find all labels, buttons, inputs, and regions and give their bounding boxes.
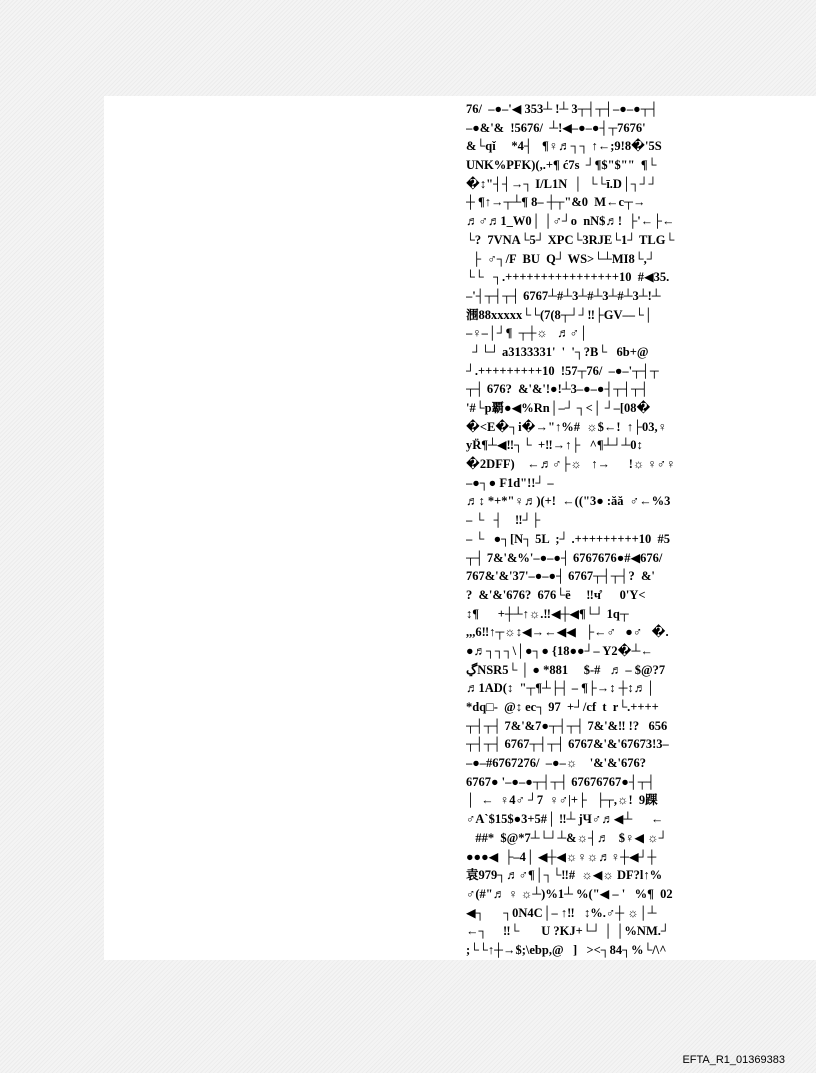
- text-line: ♂A`$15$●3+5#│ ‼┴ jЧ♂♬◀┴ ←: [466, 812, 664, 827]
- text-line: ♬1AD(↕ "┬¶┴├┤ – ¶├→↕ ┼↕♬│: [466, 681, 656, 696]
- text-line: ♂(#"♬ ♀ ☼┴)%1┴ %("◀ – ' %¶ 02: [466, 886, 673, 901]
- text-line: ├ ♂┐/F BU Q┘ WS>└┴MI8└,┘: [466, 251, 656, 266]
- text-line: │ ← ♀4♂ ┘7 ♀♂|+├ ├┬,☼! 9踝: [466, 793, 658, 808]
- text-line: �<E�┐i�→"↑%# ☼$←! ↑├03,♀: [466, 419, 667, 434]
- text-line: ┘└┘ a3133331' ' '┐?B└ 6b+@: [466, 344, 649, 359]
- text-line: ? &'&'676? 676└ë ‼ч̊ 0'Y<: [466, 587, 646, 602]
- text-line: &└qǐ *4┤ ¶♀♬┐┐ ↑←;9!8�'5S: [466, 139, 662, 154]
- text-line: └? 7VNA└5┘ XPC└3RJE└1┘ TLG└: [466, 232, 675, 247]
- text-line: �2DFF) ←♬♂├☼ ↑→ !☼ ♀♂♀: [466, 457, 676, 472]
- text-line: уR̈¶┴◀‼┐└ +‼→↑├ ^¶┴┘┴0↕: [466, 438, 643, 453]
- text-line: ##* $@*7┴└┘┴&☼┤♬ $♀◀ ☼┘: [466, 830, 668, 845]
- text-line: ;└└↑┼→$;\ebp,@ ] ><┐84┐%└/\^: [466, 942, 667, 957]
- garbled-text-block: [466, 100, 816, 960]
- text-line: ♬♂♬1_W0│ │♂┘o nN$♬! ├'←├←: [466, 214, 675, 229]
- text-line: ┬┤ 676? &'&'!●!┴3–●–●┤┬┤┬┤: [466, 382, 649, 397]
- text-line: ,,,6‼↑┬☼↕◀→←◀◀ ├←♂ ●♂ �.: [466, 625, 669, 640]
- text-line: ●●●◀ ├–4│ ◀┼◀☼♀☼♬♀┼◀┘┼: [466, 849, 657, 864]
- text-line: ┬┤┬┤ 6767┬┤┬┤ 6767&'&'67673!3–: [466, 737, 669, 752]
- text-line: ♬↕ *+*"♀♬)(+! ←(("3● :ăă ♂←%3: [466, 494, 671, 509]
- text-line: ┘.+++++++++10 !57┬76/ –●–'┬┤┬: [466, 363, 659, 378]
- text-line: 6767● '–●–●┬┤┬┤ 67676767●┤┬┤: [466, 774, 656, 789]
- text-line: ڲNSR5└ │ ● *881 $-# ♬ – $@?7: [466, 662, 666, 677]
- document-page: [104, 96, 816, 960]
- text-line: └└ ┐.++++++++++++++++10 #◀35.: [466, 270, 670, 285]
- document-id-label: EFTA_R1_01369383: [682, 1054, 785, 1066]
- text-line: 767&'&'37'–●–●┤ 6767┬┤┬┤? &': [466, 569, 655, 584]
- text-line: UNK%PFK)(,.+¶ ć7s ┘¶$"$"" ¶└: [466, 158, 657, 173]
- text-line: –●&'& !5676/ ┴!◀–●–●┤┬7676': [466, 120, 646, 135]
- text-line: 袁979┐♬♂¶│┐└‼# ☼◀☼ DF?l↑%: [466, 868, 663, 883]
- text-line: �↕"┤┤→┐ I/L1N │ └└ī.D│┐┘┘: [466, 176, 658, 191]
- text-line: ┼ ¶↑→┬┴¶ 8– ┼┬"&0 M←c┬→: [466, 195, 646, 210]
- text-line: – └ ●┐[N┐ 5L ;┘ .+++++++++10 #5: [466, 531, 670, 546]
- text-line: –●–#6767276/ –●–☼ '&'&'676?: [466, 756, 647, 771]
- text-line: –♀–│┘¶ ┬┼☼ ♬♂│: [466, 326, 588, 341]
- text-line: ↕¶ +┼┴↑☼.‼◀┼◀¶└┘ 1q┬: [466, 606, 629, 621]
- text-line: ┬┤┬┤ 7&'&7●┬┤┬┤ 7&'&‼ !? 656: [466, 718, 668, 733]
- text-line: 76/ –●–'◀ 353┴ !┴ 3┬┤┬┤–●–●┬┤: [466, 102, 659, 116]
- text-line: –●┐● F1d"!!┘ –: [466, 475, 554, 490]
- text-line: ←┐ ‼└ U ?KJ+└┘ │ │%NM.┘: [466, 924, 670, 939]
- text-line: '#└p覇●◀%Rn│–┘ ┐<│ ┘–[08�: [466, 401, 651, 415]
- text-line: ◀┐ ┐0N4C│– ↑‼ ↕%.♂┼ ☼│┴: [466, 905, 657, 920]
- text-line: ●♬┐┐┐\│●┐● {18●●┘– Y2�┴←: [466, 643, 653, 658]
- text-line: *dq□- @↕ ec┐ 97 +┘/cf t r└.++++: [466, 700, 659, 714]
- text-line: –'┤┬┤┬┤ 6767┴#┴3┴#┴3┴#┴3┴!┴: [466, 288, 661, 303]
- text-line: ┬┤ 7&'&%'–●–●┤ 6767676●#◀676/: [466, 550, 663, 565]
- text-line: – └ ┤ ‼┘├: [466, 513, 541, 528]
- text-line: 涠88xxxxx└└(7(8┬┘┘‼├GV––└│: [466, 307, 653, 322]
